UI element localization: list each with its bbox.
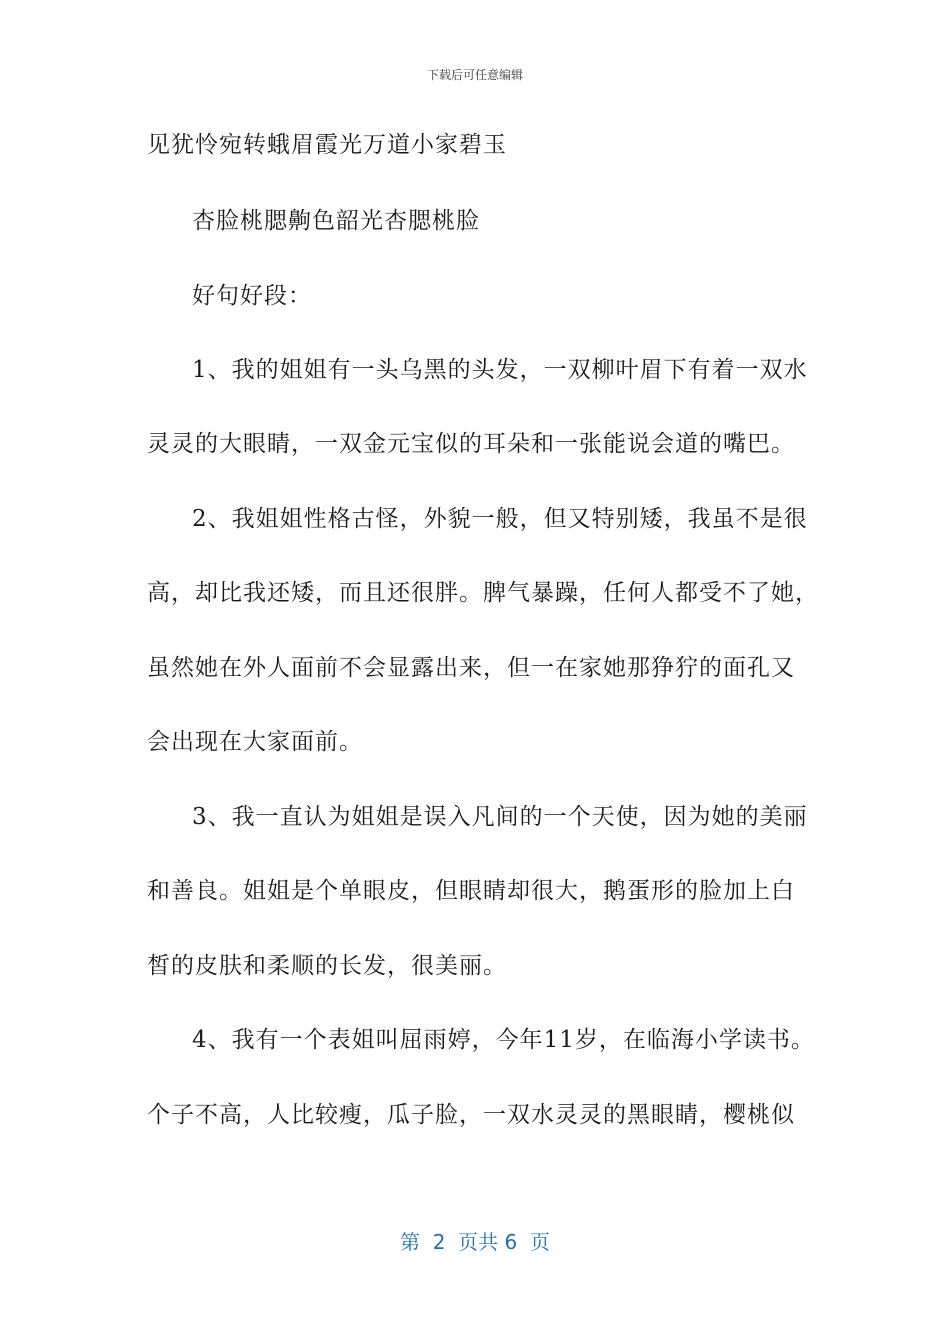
text-line: 见犹怜宛转蛾眉霞光万道小家碧玉	[147, 132, 507, 158]
download-note: 下载后可任意编辑	[426, 68, 523, 82]
text-line: 虽然她在外人面前不会显露出来，但一在家她那狰狞的面孔又	[147, 655, 795, 681]
page-number: 第 2 页共 6 页	[400, 1230, 550, 1254]
text-line: 灵灵的大眼睛，一双金元宝似的耳朵和一张能说会道的嘴巴。	[147, 431, 795, 457]
text-line: 杏脸桃腮齁色韶光杏腮桃脸	[192, 208, 480, 234]
text-line: 会出现在大家面前。	[147, 729, 363, 755]
text-line: 好句好段：	[192, 283, 312, 309]
text-line: 个子不高，人比较瘦，瓜子脸，一双水灵灵的黑眼睛，樱桃似	[147, 1102, 795, 1128]
text-line: 高，却比我还矮，而且还很胖。脾气暴躁，任何人都受不了她，	[147, 580, 819, 606]
text-line: 3、我一直认为姐姐是误入凡间的一个天使，因为她的美丽	[192, 804, 808, 830]
text-line: 4、我有一个表姐叫屈雨婷，今年11岁，在临海小学读书。	[192, 1027, 815, 1053]
text-line: 2、我姐姐性格古怪，外貌一般，但又特别矮，我虽不是很	[192, 506, 808, 532]
text-line: 1、我的姐姐有一头乌黑的头发，一双柳叶眉下有着一双水	[192, 357, 808, 383]
text-line: 皙的皮肤和柔顺的长发，很美丽。	[147, 953, 507, 979]
text-line: 和善良。姐姐是个单眼皮，但眼睛却很大，鹅蛋形的脸加上白	[147, 878, 795, 904]
